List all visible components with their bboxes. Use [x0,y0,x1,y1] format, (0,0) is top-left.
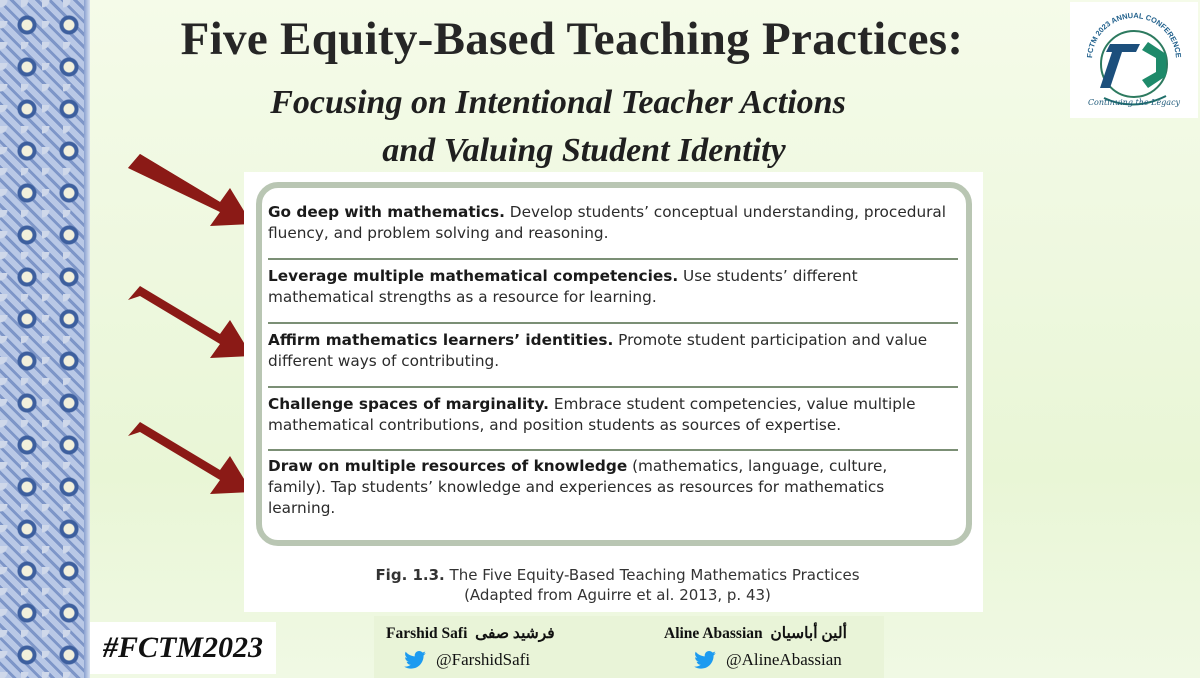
practice-heading: Leverage multiple mathematical competencies. [268,267,679,285]
practice-item [268,330,948,372]
author2-handle: @AlineAbassian [726,650,842,669]
divider [268,449,958,451]
arrow-right-icon [120,418,260,498]
decorative-border [0,0,90,678]
divider [268,258,958,260]
practice-heading: Affirm mathematics learners’ identities. [268,331,614,349]
practice-item [268,266,948,308]
practice-item [268,202,948,244]
slide-subtitle-line2: and Valuing Student Identity [382,132,786,169]
caption-label: Fig. 1.3. [375,566,445,584]
practice-text: (mathematics, language, culture, family). Tap students’ knowledge and experiences as resources for mathematics learning. [268,457,888,517]
conference-logo [1070,2,1198,118]
practice-text: Embrace student competencies, value multiple mathematical contributions, and position students as sources of expertise. [268,395,916,434]
twitter-icon [694,651,716,669]
practice-heading: Draw on multiple resources of knowledge [268,457,628,475]
figure-practices [244,172,983,612]
author1-name-alt: فرشید صفی [475,625,555,642]
divider [268,386,958,388]
author1-name [386,624,555,643]
practice-text: Develop students’ conceptual understanding, procedural fluency, and problem solving and reasoning. [268,203,947,242]
practice-heading: Challenge spaces of marginality. [268,395,549,413]
practice-text: Promote student participation and value different ways of contributing. [268,331,928,370]
hashtag: #FCTM2023 [90,622,276,674]
arrow-right-icon [120,282,260,362]
author2-name [664,624,847,643]
author2-name-alt: ألین أباسیان [770,625,847,642]
logo-ring-text: FCTM 2023 ANNUAL CONFERENCE [1085,10,1183,59]
logo-tagline: Continuing the Legacy [1087,98,1181,107]
author1-twitter[interactable] [404,650,530,670]
author1-handle: @FarshidSafi [436,650,531,669]
slide-title: Five Equity-Based Teaching Practices: [180,13,964,65]
arrow-right-icon [120,150,260,230]
practice-heading: Go deep with mathematics. [268,203,505,221]
figure-caption [248,566,987,584]
slide-subtitle-line1: Focusing on Intentional Teacher Actions [270,84,846,121]
author2-name-en: Aline Abassian [664,625,763,642]
practice-item [268,456,948,519]
figure-source: (Adapted from Aguirre et al. 2013, p. 43) [464,586,771,604]
practice-item [268,394,948,436]
author-credits [374,616,884,678]
fctm-logo-icon [1070,2,1198,118]
practice-text: Use students’ different mathematical strengths as a resource for learning. [268,267,858,306]
author2-twitter[interactable] [694,650,842,670]
twitter-icon [404,651,426,669]
divider [268,322,958,324]
author1-name-en: Farshid Safi [386,625,468,642]
caption-text: The Five Equity-Based Teaching Mathematics Practices [444,566,860,584]
